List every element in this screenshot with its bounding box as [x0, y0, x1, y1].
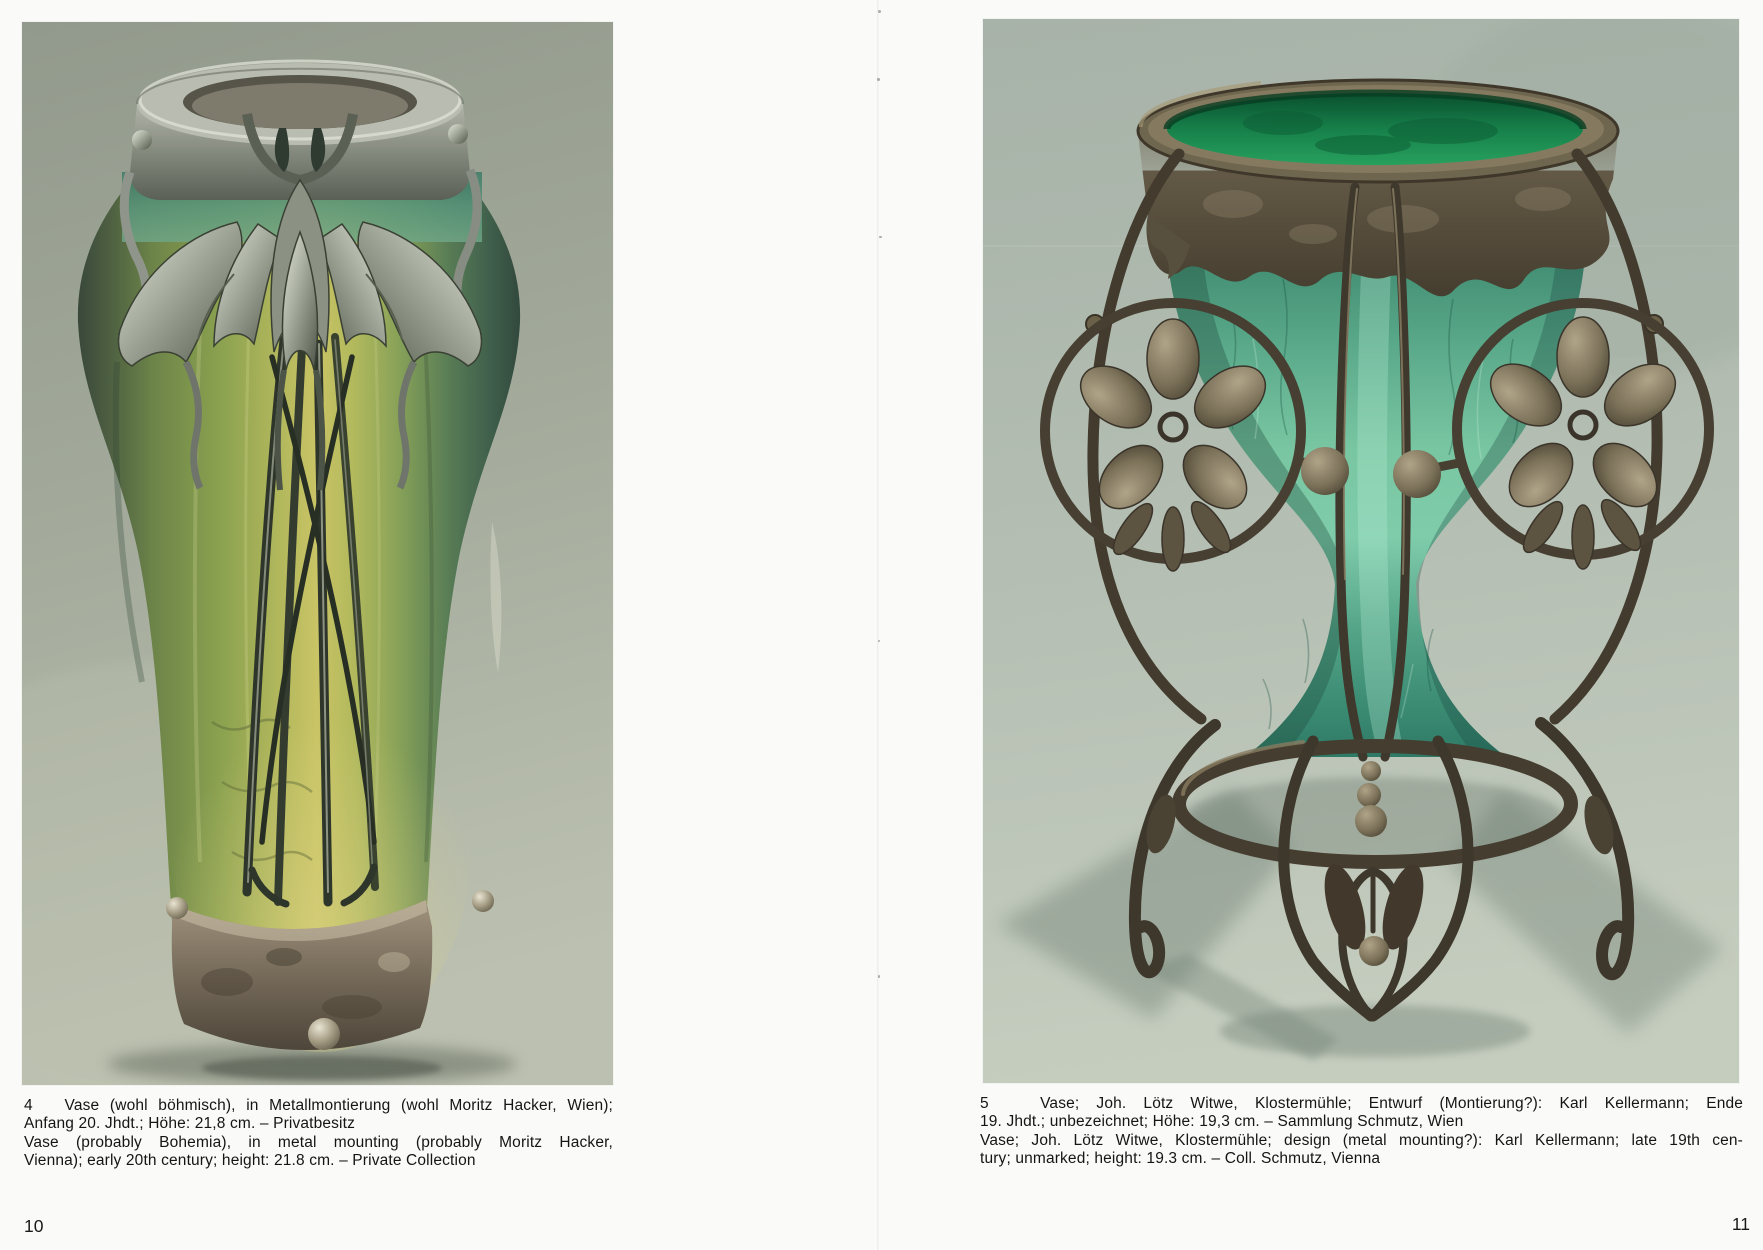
caption-figure-4 [24, 1097, 613, 1171]
caption-line: 19. Jhdt.; unbezeichnet; Höhe: 19,3 cm. – Sammlung Schmutz, Wien [980, 1113, 1464, 1131]
vase-photo-5-illustration [983, 19, 1739, 1083]
bead-left [1301, 447, 1349, 495]
caption-line: 5 Vase; Joh. Lötz Witwe, Klostermühle; Entwurf (Montierung?): Karl Kellermann; Ende [980, 1095, 1743, 1112]
caption-line: Vienna); early 20th century; height: 21.8 cm. – Private Collection [24, 1152, 476, 1170]
ball-foot-right [472, 890, 494, 912]
vase-photo-5 [983, 19, 1739, 1083]
caption-line: Vase; Joh. Lötz Witwe, Klostermühle; design (metal mounting?): Karl Kellermann; late 19th cen- [980, 1131, 1743, 1149]
bead-right [1393, 450, 1441, 498]
ball-foot-left [166, 897, 188, 919]
page-number-left: 10 [24, 1216, 44, 1236]
metal-rim [1138, 80, 1618, 296]
caption-line: tury; unmarked; height: 19.3 cm. – Coll. Schmutz, Vienna [980, 1150, 1381, 1168]
page-number-right: 11 [1731, 1214, 1750, 1234]
caption-line: 4 Vase (wohl böhmisch), in Metallmontierung (wohl Moritz Hacker, Wien); [24, 1097, 613, 1114]
caption-figure-5 [980, 1095, 1743, 1169]
vase-photo-4 [22, 22, 613, 1085]
vase-photo-4-illustration [22, 22, 613, 1085]
caption-line: Vase (probably Bohemia), in metal mounting (probably Moritz Hacker, [24, 1133, 613, 1151]
caption-line: Anfang 20. Jhdt.; Höhe: 21,8 cm. – Privatbesitz [24, 1115, 356, 1133]
ball-foot-front [308, 1018, 340, 1050]
